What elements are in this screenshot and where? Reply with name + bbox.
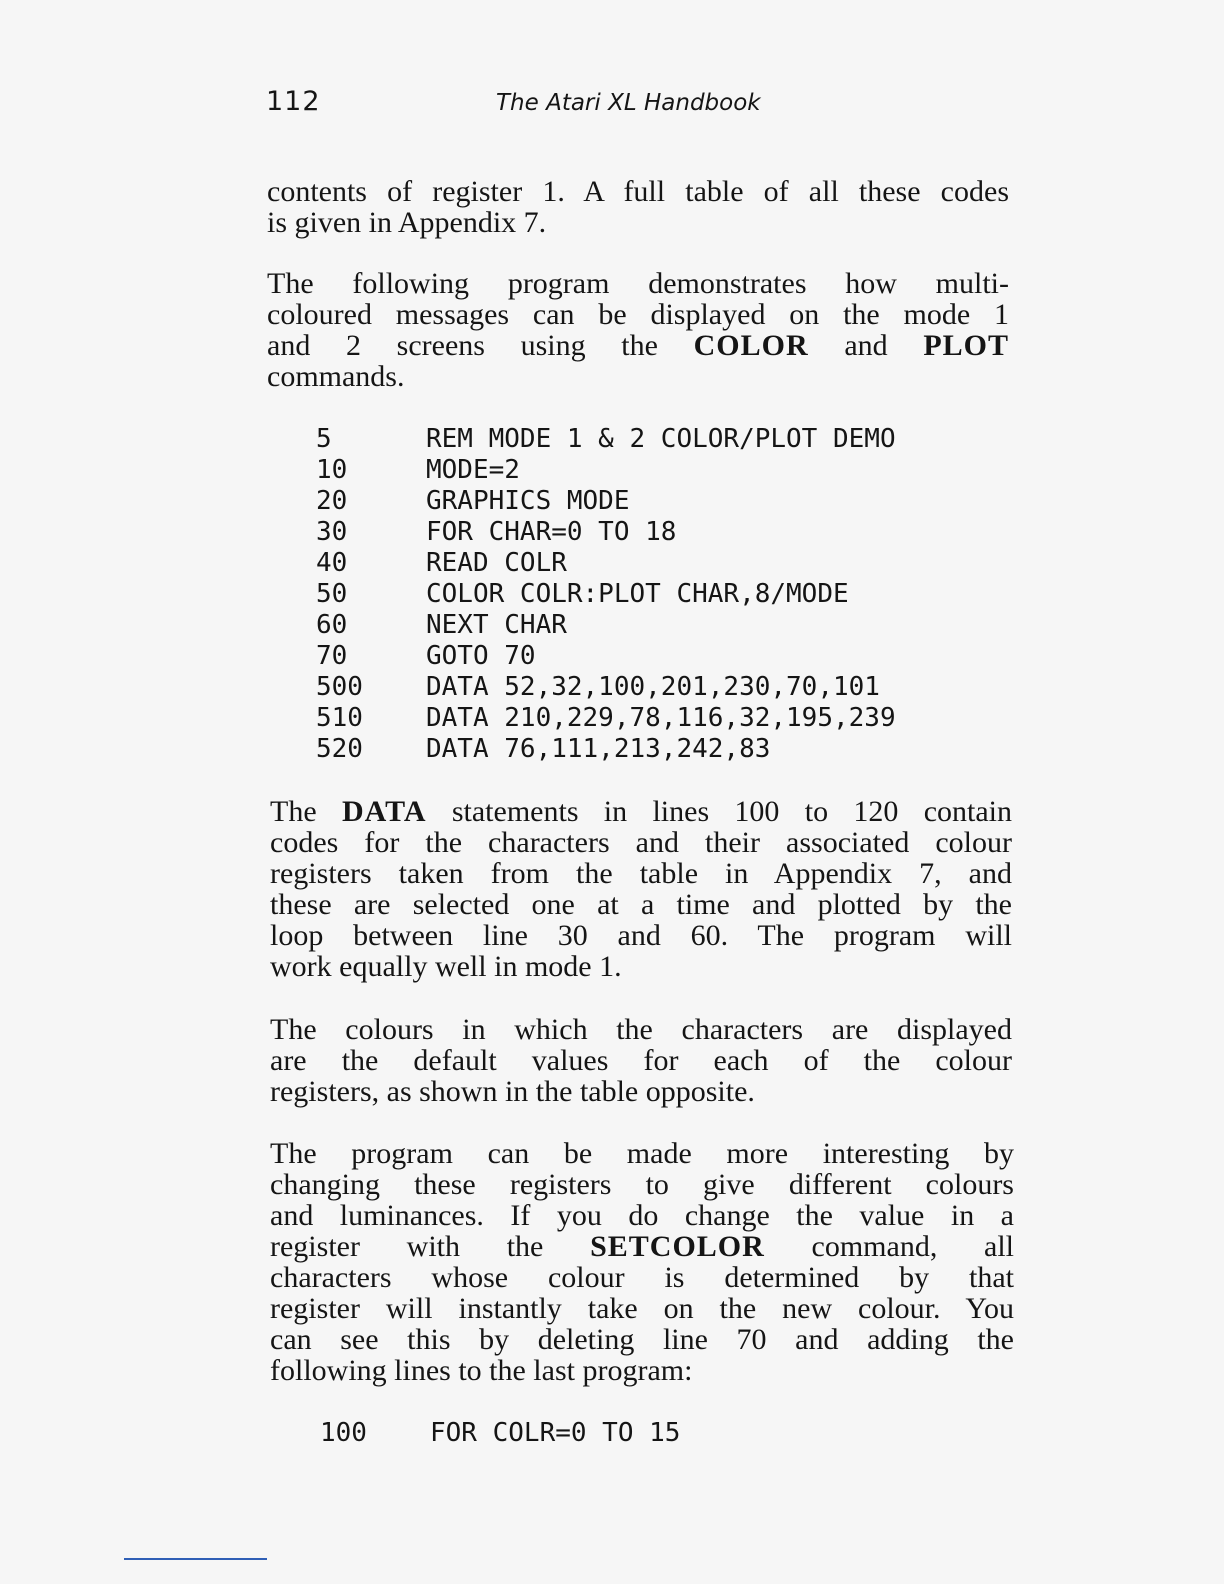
- code-statement: READ COLR: [426, 548, 567, 578]
- text-line: can see this by deleting line 70 and adding the: [270, 1323, 1014, 1356]
- code-line: [316, 548, 896, 579]
- text-segment: command, all: [811, 1230, 1015, 1263]
- code-line: [316, 734, 896, 765]
- code-statement: FOR CHAR=0 TO 18: [426, 517, 677, 547]
- text-line: commands.: [267, 360, 405, 393]
- paragraph-register-table: [267, 176, 1009, 238]
- text-segment: and: [844, 329, 888, 362]
- text-line: following lines to the last program:: [270, 1354, 693, 1387]
- code-statement: DATA 210,229,78,116,32,195,239: [426, 703, 896, 733]
- text-line: loop between line 30 and 60. The program will: [270, 919, 1012, 952]
- text-line: [270, 796, 1012, 827]
- line-number: 5: [316, 424, 332, 454]
- text-line: [270, 1231, 1014, 1262]
- code-line: [316, 486, 896, 517]
- text-line: coloured messages can be displayed on the mode 1: [267, 298, 1009, 331]
- running-title: The Atari XL Handbook: [496, 90, 761, 116]
- line-number: 60: [316, 610, 348, 640]
- page-header: [266, 86, 1006, 126]
- page-number: 112: [266, 86, 321, 117]
- text-line: codes for the characters and their associated colour: [270, 826, 1012, 859]
- code-statement: REM MODE 1 & 2 COLOR/PLOT DEMO: [426, 424, 896, 454]
- line-number: 40: [316, 548, 348, 578]
- text-line: are the default values for each of the colour: [270, 1044, 1012, 1077]
- line-number: 30: [316, 517, 348, 547]
- paragraph-data-statements: [270, 796, 1012, 982]
- keyword-plot: PLOT: [923, 329, 1009, 362]
- code-line: [316, 424, 896, 455]
- text-line: registers taken from the table in Appendix 7, and: [270, 857, 1012, 890]
- text-line: changing these registers to give different colours: [270, 1168, 1014, 1201]
- paragraph-default-colours: [270, 1014, 1012, 1107]
- text-line: The colours in which the characters are displayed: [270, 1013, 1012, 1046]
- keyword-setcolor: SETCOLOR: [590, 1230, 765, 1263]
- line-number: 50: [316, 579, 348, 609]
- text-line: registers, as shown in the table opposite.: [270, 1075, 755, 1108]
- code-statement: FOR COLR=0 TO 15: [430, 1418, 681, 1448]
- code-statement: GRAPHICS MODE: [426, 486, 630, 516]
- text-line: and luminances. If you do change the value in a: [270, 1199, 1014, 1232]
- text-line: is given in Appendix 7.: [267, 206, 547, 239]
- line-number: 520: [316, 734, 363, 764]
- text-line: The following program demonstrates how multi-: [267, 267, 1009, 300]
- code-line: [316, 641, 896, 672]
- code-statement: COLOR COLR:PLOT CHAR,8/MODE: [426, 579, 849, 609]
- text-line: work equally well in mode 1.: [270, 950, 622, 983]
- keyword-data: DATA: [341, 795, 427, 828]
- text-segment: The: [270, 795, 317, 828]
- code-statement: GOTO 70: [426, 641, 536, 671]
- paragraph-program-intro: [267, 268, 1009, 392]
- keyword-color: COLOR: [693, 329, 809, 362]
- text-line: these are selected one at a time and plotted by the: [270, 888, 1012, 921]
- text-line: The program can be made more interesting by: [270, 1137, 1014, 1170]
- text-line: characters whose colour is determined by that: [270, 1261, 1014, 1294]
- text-segment: and 2 screens using the: [267, 329, 658, 362]
- text-segment: register with the: [270, 1230, 544, 1263]
- code-statement: NEXT CHAR: [426, 610, 567, 640]
- line-number: 100: [320, 1418, 367, 1448]
- text-line: register will instantly take on the new colour. You: [270, 1292, 1014, 1325]
- text-segment: statements in lines 100 to 120 contain: [451, 795, 1013, 828]
- code-line: [316, 703, 896, 734]
- text-line: contents of register 1. A full table of all these codes: [267, 175, 1009, 208]
- code-statement: DATA 76,111,213,242,83: [426, 734, 771, 764]
- basic-program-listing: [316, 424, 896, 765]
- code-statement: MODE=2: [426, 455, 520, 485]
- paragraph-setcolor: [270, 1138, 1014, 1386]
- text-line: [267, 330, 1009, 361]
- code-line: [316, 610, 896, 641]
- code-line: [316, 517, 896, 548]
- line-number: 500: [316, 672, 363, 702]
- basic-program-continuation: [320, 1418, 680, 1449]
- line-number: 10: [316, 455, 348, 485]
- code-line: [320, 1418, 680, 1449]
- footnote-rule: [124, 1558, 267, 1560]
- line-number: 20: [316, 486, 348, 516]
- code-line: [316, 672, 896, 703]
- code-line: [316, 579, 896, 610]
- line-number: 510: [316, 703, 363, 733]
- line-number: 70: [316, 641, 348, 671]
- code-statement: DATA 52,32,100,201,230,70,101: [426, 672, 880, 702]
- code-line: [316, 455, 896, 486]
